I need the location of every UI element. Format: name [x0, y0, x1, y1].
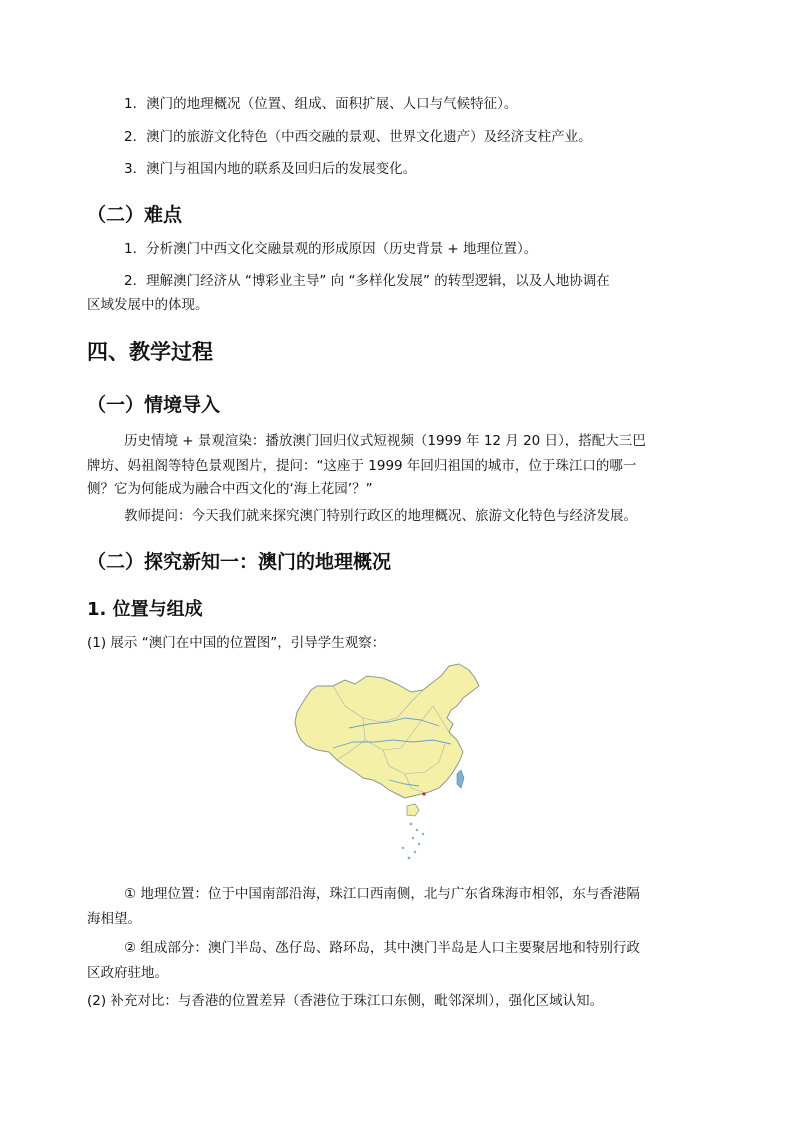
intro-para-1-line-2: 牌坊、妈祖阁等特色景观图片，提问：“这座于 1999 年回归祖国的城市，位于珠江口的哪一	[87, 458, 637, 474]
point-1-line-2: 海相望。	[87, 911, 141, 927]
intro-heading: （一）情境导入	[87, 394, 221, 416]
focus-item-3: 3．澳门与祖国内地的联系及回归后的发展变化。	[124, 161, 417, 177]
south-china-sea-islands	[402, 823, 424, 860]
china-mainland-shape	[295, 664, 479, 798]
difficulty-item-2-line-2: 区域发展中的体现。	[87, 297, 209, 313]
show-map-line: (1) 展示 “澳门在中国的位置图”，引导学生观察：	[87, 635, 386, 651]
point-1-line-1: ① 地理位置：位于中国南部沿海，珠江口西南侧，北与广东省珠海市相邻，东与香港隔	[124, 886, 640, 902]
section-heading-teaching-process: 四、教学过程	[87, 340, 213, 364]
point-2-line-2: 区政府驻地。	[87, 965, 168, 981]
focus-item-1: 1．澳门的地理概况（位置、组成、面积扩展、人口与气候特征）。	[124, 96, 518, 112]
macau-marker	[422, 792, 425, 795]
supplement-line: (2) 补充对比：与香港的位置差异（香港位于珠江口东侧，毗邻深圳），强化区域认知。	[87, 993, 604, 1009]
explore-heading: （二）探究新知一：澳门的地理概况	[87, 551, 392, 573]
point-2-line-1: ② 组成部分：澳门半岛、氹仔岛、路环岛，其中澳门半岛是人口主要聚居地和特别行政	[124, 940, 640, 956]
difficulty-item-1: 1．分析澳门中西文化交融景观的形成原因（历史背景 + 地理位置）。	[124, 241, 538, 257]
difficulty-heading: （二）难点	[87, 204, 183, 226]
intro-para-1-line-1: 历史情境 + 景观渲染：播放澳门回归仪式短视频（1999 年 12 月 20 日），搭配大三巴	[124, 433, 646, 449]
china-location-map	[293, 662, 505, 866]
taiwan-island	[457, 770, 464, 788]
difficulty-item-2-line-1: 2．理解澳门经济从 “博彩业主导” 向 “多样化发展” 的转型逻辑，以及人地协调在	[124, 273, 610, 289]
focus-item-2: 2．澳门的旅游文化特色（中西交融的景观、世界文化遗产）及经济支柱产业。	[124, 129, 592, 145]
subheading-location: 1. 位置与组成	[87, 599, 203, 620]
hainan-island	[407, 804, 419, 816]
intro-para-1-line-3: 侧？它为何能成为融合中西文化的‘海上花园’？”	[87, 481, 373, 497]
intro-para-2: 教师提问：今天我们就来探究澳门特别行政区的地理概况、旅游文化特色与经济发展。	[124, 508, 637, 524]
